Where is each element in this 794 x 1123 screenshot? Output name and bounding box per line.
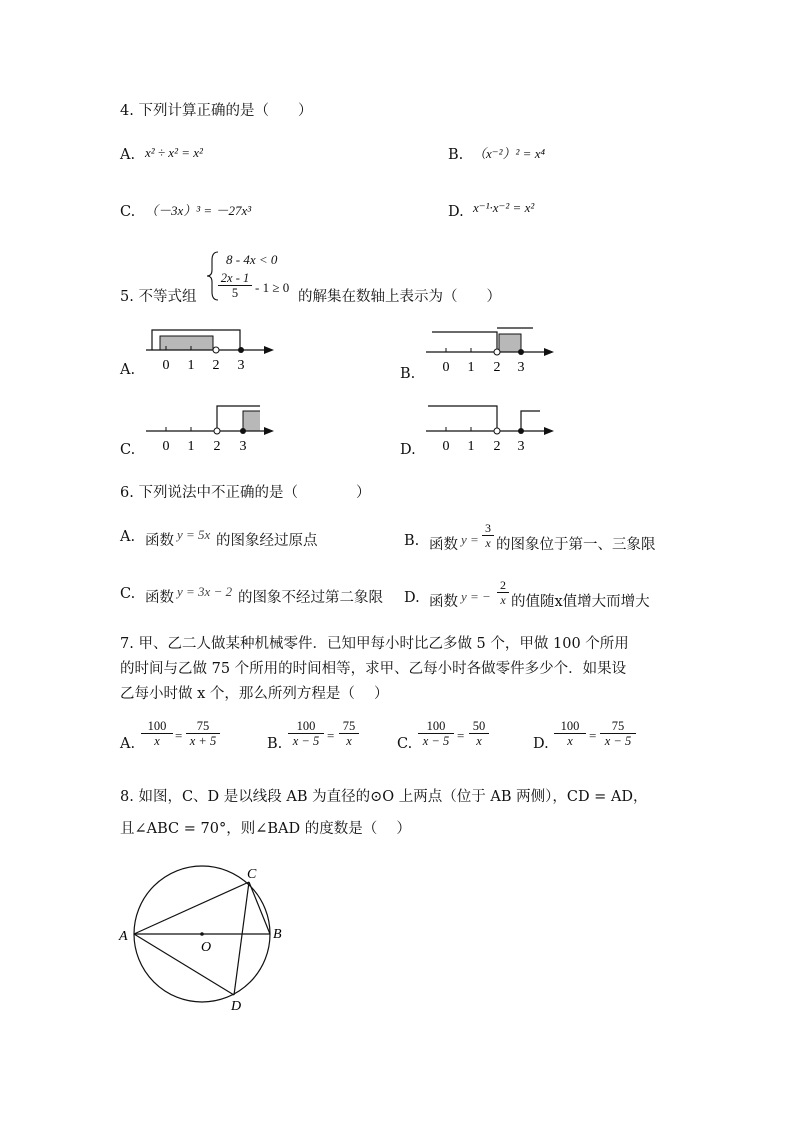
numerator: 100 bbox=[554, 719, 586, 734]
open-point bbox=[494, 349, 500, 355]
q8-line-2: 且∠ABC = 70°，则∠BAD 的度数是（ ） bbox=[120, 821, 411, 837]
q6-option-a-label: A. bbox=[120, 529, 136, 545]
q4-stem: 4. 下列计算正确的是（ ） bbox=[120, 103, 313, 119]
q6-option-a-post: 的图象经过原点 bbox=[216, 533, 318, 549]
q4-option-a-label: A. bbox=[120, 147, 136, 163]
tick-label: 0 bbox=[442, 439, 450, 454]
closed-point bbox=[518, 428, 524, 434]
q7-option-a-right-fraction bbox=[186, 719, 220, 748]
q7-line-1: 7. 甲、乙二人做某种机械零件．已知甲每小时比乙多做 5 个，甲做 100 个所用 bbox=[120, 636, 629, 652]
closed-point bbox=[238, 347, 244, 353]
point-label-b: B bbox=[273, 927, 282, 942]
q5-option-c-number-line bbox=[140, 400, 280, 456]
tick-label: 2 bbox=[493, 360, 501, 375]
q7-option-c-label: C. bbox=[397, 736, 413, 752]
q6-option-b-fraction bbox=[482, 521, 494, 550]
q7-option-a-left-fraction bbox=[141, 719, 173, 748]
segment-ad bbox=[134, 934, 234, 995]
numerator: 100 bbox=[288, 719, 324, 734]
point-label-c: C bbox=[247, 867, 257, 882]
tick-label: 0 bbox=[162, 439, 170, 454]
q7-option-b-label: B. bbox=[267, 736, 283, 752]
q7-option-d-left-fraction bbox=[554, 719, 586, 748]
numerator: 75 bbox=[600, 719, 636, 734]
q4-option-b-label: B. bbox=[448, 147, 464, 163]
q7-option-c-left-fraction bbox=[418, 719, 454, 748]
q6-option-d-lhs: y = − bbox=[461, 589, 491, 604]
q5-option-b-label: B. bbox=[400, 366, 416, 382]
q5-ineq2-denominator: 5 bbox=[231, 286, 239, 300]
open-point bbox=[214, 428, 220, 434]
tick-label: 3 bbox=[517, 360, 525, 375]
q7-option-a-label: A. bbox=[120, 736, 136, 752]
q7-option-d-right-fraction bbox=[600, 719, 636, 748]
q7-option-b-right-fraction bbox=[339, 719, 359, 748]
q8-line-1: 8. 如图，C、D 是以线段 AB 为直径的⊙O 上两点（位于 AB 两侧），CD = AD， bbox=[120, 789, 648, 805]
q7-line-3: 乙每小时做 x 个，那么所列方程是（ ） bbox=[120, 686, 389, 702]
point-label-a: A bbox=[119, 929, 128, 944]
tick-label: 1 bbox=[187, 358, 195, 373]
tick-label: 0 bbox=[442, 360, 450, 375]
denominator: x bbox=[346, 734, 352, 748]
tick-label: 1 bbox=[467, 439, 475, 454]
q6-option-c-pre: 函数 bbox=[145, 590, 174, 606]
q6-option-d-fraction bbox=[497, 578, 509, 607]
closed-point bbox=[240, 428, 246, 434]
q6-option-d-post: 的值随x值增大而增大 bbox=[511, 594, 650, 610]
open-point bbox=[213, 347, 219, 353]
q4-option-b-expr: （x⁻²）² = x⁴ bbox=[473, 146, 545, 161]
q6-stem: 6. 下列说法中不正确的是（ ） bbox=[120, 485, 371, 501]
q5-inequality-2-tail: - 1 ≥ 0 bbox=[255, 280, 290, 295]
numerator: 100 bbox=[141, 719, 173, 734]
point-label-d: D bbox=[231, 999, 242, 1014]
numerator: 50 bbox=[469, 719, 489, 734]
tick-label: 2 bbox=[212, 358, 220, 373]
q4-option-a-expr: x² ÷ x² = x² bbox=[145, 145, 203, 160]
tick-label: 2 bbox=[493, 439, 501, 454]
numerator: 75 bbox=[186, 719, 220, 734]
denominator: x + 5 bbox=[189, 734, 217, 748]
q6-option-c-post: 的图象不经过第二象限 bbox=[238, 590, 383, 606]
denominator: x bbox=[154, 734, 160, 748]
q8-circle-diagram bbox=[110, 860, 300, 1020]
closed-point bbox=[518, 349, 524, 355]
tick-label: 0 bbox=[162, 358, 170, 373]
tick-label: 3 bbox=[237, 358, 245, 373]
q4-option-d-expr: x⁻¹·x⁻² = x² bbox=[473, 200, 535, 215]
point-label-o: O bbox=[201, 940, 212, 955]
q5-option-a-label: A. bbox=[120, 362, 136, 378]
denominator: x − 5 bbox=[292, 734, 320, 748]
tick-label: 1 bbox=[187, 439, 195, 454]
denominator: x bbox=[500, 593, 506, 607]
q5-suffix: 的解集在数轴上表示为（ ） bbox=[298, 289, 501, 305]
numerator: 2 bbox=[497, 578, 509, 593]
segment-ac bbox=[134, 882, 249, 934]
q5-option-c-label: C. bbox=[120, 442, 136, 458]
q7-option-b-left-fraction bbox=[288, 719, 324, 748]
q7-option-d-label: D. bbox=[533, 736, 549, 752]
shaded-region bbox=[160, 336, 213, 350]
q6-option-b-label: B. bbox=[404, 533, 420, 549]
q6-option-d-pre: 函数 bbox=[429, 594, 458, 610]
q6-option-b-pre: 函数 bbox=[429, 537, 458, 553]
q4-option-d-label: D. bbox=[448, 204, 464, 220]
q5-inequality-1: 8 - 4x < 0 bbox=[226, 252, 278, 267]
q6-option-c-label: C. bbox=[120, 586, 136, 602]
denominator: x bbox=[476, 734, 482, 748]
q4-option-c-expr: （－3x）³ = －27x³ bbox=[145, 203, 252, 218]
q6-option-d-label: D. bbox=[404, 590, 420, 606]
shaded-region bbox=[243, 411, 260, 431]
q6-option-a-expr: y = 5x bbox=[177, 527, 211, 542]
numerator: 100 bbox=[418, 719, 454, 734]
q5-ineq2-numerator: 2x - 1 bbox=[218, 271, 252, 286]
q4-option-c-label: C. bbox=[120, 204, 136, 220]
q7-line-2: 的时间与乙做 75 个所用的时间相等，求甲、乙每小时各做零件多少个．如果设 bbox=[120, 661, 627, 677]
shaded-region bbox=[499, 334, 521, 352]
q5-prefix: 5. 不等式组 bbox=[120, 289, 197, 305]
q7-option-c-right-fraction bbox=[469, 719, 489, 748]
q6-option-a-pre: 函数 bbox=[145, 533, 174, 549]
tick-label: 1 bbox=[467, 360, 475, 375]
denominator: x bbox=[567, 734, 573, 748]
denominator: x − 5 bbox=[604, 734, 632, 748]
q5-option-d-number-line bbox=[420, 400, 560, 456]
q6-option-b-post: 的图象位于第一、三象限 bbox=[496, 537, 656, 553]
segment-cb bbox=[249, 882, 270, 934]
numerator: 75 bbox=[339, 719, 359, 734]
q5-option-a-number-line bbox=[140, 322, 280, 377]
denominator: x − 5 bbox=[422, 734, 450, 748]
center-point bbox=[200, 932, 204, 936]
segment-cd bbox=[234, 882, 249, 995]
open-point bbox=[494, 428, 500, 434]
q5-option-d-label: D. bbox=[400, 442, 416, 458]
tick-label: 2 bbox=[213, 439, 221, 454]
q6-option-c-expr: y = 3x − 2 bbox=[177, 584, 233, 599]
q6-option-b-lhs: y = bbox=[461, 532, 479, 547]
tick-label: 3 bbox=[239, 439, 247, 454]
q5-option-b-number-line bbox=[420, 322, 560, 377]
tick-label: 3 bbox=[517, 439, 525, 454]
q5-inequality-2-fraction bbox=[218, 271, 252, 300]
denominator: x bbox=[485, 536, 491, 550]
numerator: 3 bbox=[482, 521, 494, 536]
